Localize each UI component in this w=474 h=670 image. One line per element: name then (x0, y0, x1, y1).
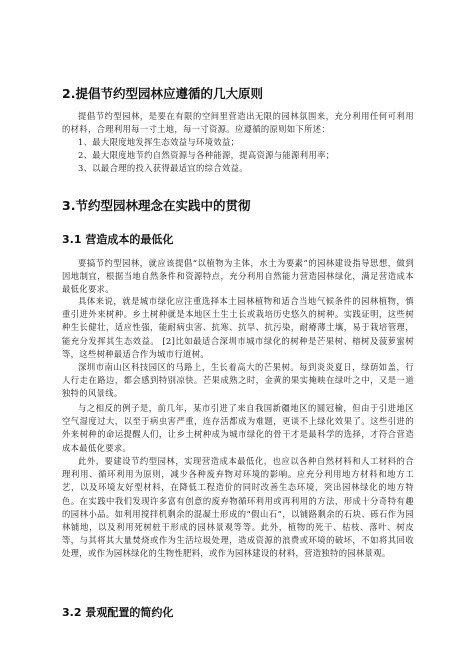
section-heading: 3.节约型园林理念在实践中的贯彻 (62, 198, 251, 213)
list-item: 2、最大限度地节约自然资源与各种能源，提高资源与能源利用率； (78, 150, 335, 161)
subsection-heading: 3.1 营造成本的最低化 (62, 233, 174, 246)
paragraph: 此外，要建设节约型园林，实现营造成本最低化，也应以各种自然材料和人工材料的合理利用、循环利用为原则，减少各种废弃物对环境的影响。应充分利用地方材料和地方工艺，以及环境友好型材料，在降低工程造价的同时改善生态环境，突出园林绿化的地方特色。在实践中我们发现许多富有创意的废弃物循环利用或再利用的方法，形成十分奇特有趣的园林小品。如利用搅拌机剩余的混凝土形成的“假山石”，以铺路剩余的石块、砾石作为园林铺地，以及利用死树桩干形成的园林景观等等。此外，植物的死干、枯枝、落叶、树皮等，与其将其大量焚烧或作为生活垃圾处理，造成资源的浪费或环境的破坏，不如将其回收处理，或作为园林绿化的生物性肥料，或作为园林建设的材料，营造独特的园林景观。 (62, 456, 414, 559)
paragraph: 提倡节约型园林，是要在有限的空间里营造出无限的园林氛围来，充分利用任何可利用的材料，合理利用每一寸土地，每一寸资源。应遵循的原则如下所述： (62, 111, 414, 135)
subsection-heading: 3.2 景观配置的简约化 (62, 606, 174, 619)
list-item: 1、最大限度地发挥生态效益与环境效益； (78, 137, 240, 147)
paragraph: 要搞节约型园林，就应该提倡“以植物为主体，水土为要素”的园林建设指导思想，做到因地制宜，根据当地自然条件和资源特点，充分利用自然能力营造园林绿化，满足营造成本最低化要求。 (62, 258, 414, 295)
list-item: 3、以最合理的投入获得最适宜的综合效益。 (78, 163, 248, 174)
paragraph: 具体来说，就是城市绿化应注重选择本土园林植物和适合当地气候条件的园林植物，慎重引进外来树种。乡土树种就是本地区土生土长或栽培历史悠久的树种。实践证明，这些树种生长健壮，适应性强，能耐病虫害、抗寒、抗旱、抗污染，耐瘠薄土壤，易于栽培管理，能充分发挥其生态效益。 [2]比如最适合深圳市城市绿化的树种是芒果树、榕树及菠萝蜜树等，这些树种最适合作为城市行道树。 (62, 296, 414, 359)
section-heading: 2.提倡节约型园林应遵循的几大原则 (62, 86, 263, 101)
principles-list (78, 136, 414, 176)
paragraph: 深圳市南山区科技园区的马路上，生长着高大的芒果树。每到炎炎夏日，绿荫如盖，行人行走在路边，都会感到特别凉快。芒果成熟之时，金黄的果实掩映在绿叶之中，又是一道独特的风景线。 (62, 362, 414, 399)
paragraph: 与之相反的例子是，前几年，某市引进了来自我国新疆地区的圆冠榆，但由于引进地区空气湿度过大，以至于病虫害严重，连存活都成为难题，更谈不上绿化效果了。这些引进的外来树种的命运提醒人们，让乡土树种成为城市绿化的骨干才是最科学的选择，才符合营造成本最低化要求。 (62, 403, 414, 453)
